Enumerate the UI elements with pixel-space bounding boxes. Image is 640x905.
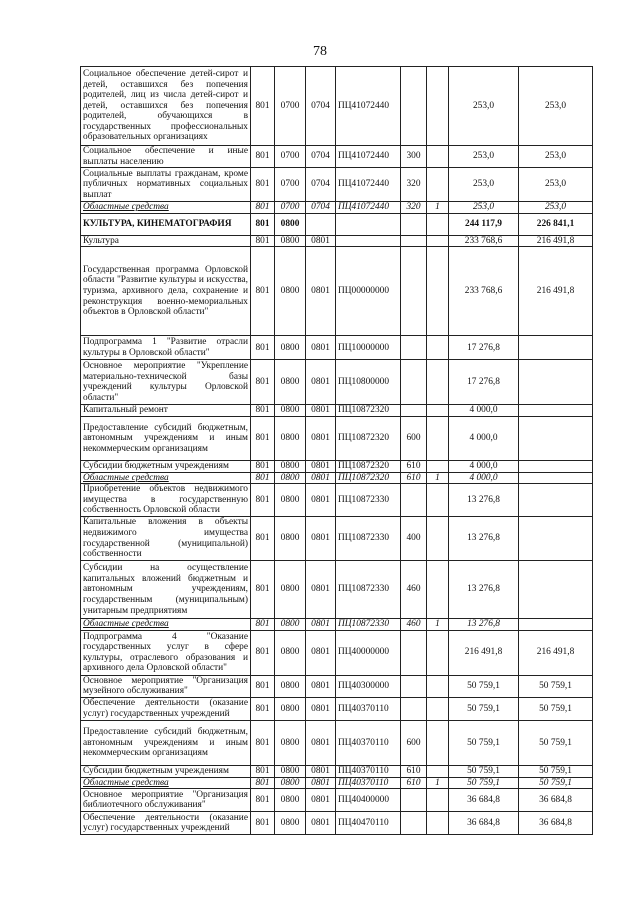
amount-year-2: 226 841,1 [519, 213, 593, 235]
expense-type-code: 600 [401, 416, 427, 460]
expense-type-code: 610 [401, 472, 427, 484]
subsection-code: 0704 [306, 146, 336, 168]
grbs-code: 801 [251, 213, 275, 235]
amount-year-2: 36 684,8 [519, 789, 593, 812]
expense-type-code: 300 [401, 146, 427, 168]
subsection-code: 0801 [306, 484, 336, 517]
item-name: Государственная программа Орловской области "Развитие культуры и искусства, туризма, архивного дела, сохранение и реконструкция военно-мемориальных объектов в Орловской области" [81, 247, 251, 336]
expense-type-code [401, 336, 427, 360]
amount-year-1: 253,0 [449, 202, 519, 214]
subsection-code: 0801 [306, 789, 336, 812]
amount-year-1: 244 117,9 [449, 213, 519, 235]
target-article-code: ПЦ40370110 [336, 765, 401, 777]
section-code: 0700 [275, 67, 306, 146]
amount-year-1: 4 000,0 [449, 405, 519, 417]
grbs-code: 801 [251, 777, 275, 789]
amount-year-2: 216 491,8 [519, 247, 593, 336]
section-code: 0700 [275, 202, 306, 214]
amount-year-2: 253,0 [519, 202, 593, 214]
table-row [81, 789, 593, 812]
table-row [81, 675, 593, 697]
target-article-code [336, 213, 401, 235]
target-article-code: ПЦ41072440 [336, 67, 401, 146]
table-row [81, 67, 593, 146]
section-code: 0800 [275, 416, 306, 460]
expense-type-code [401, 247, 427, 336]
subsection-code: 0801 [306, 336, 336, 360]
page-number: 78 [313, 44, 327, 59]
item-name: Областные средства [81, 777, 251, 789]
expense-type-code [401, 213, 427, 235]
item-name: Предоставление субсидий бюджетным, автономным учреждениям и иным некоммерческим организациям [81, 416, 251, 460]
subsection-code: 0801 [306, 697, 336, 720]
table-row [81, 360, 593, 405]
expense-type-code: 400 [401, 517, 427, 561]
table-row [81, 202, 593, 214]
target-article-code: ПЦ40370110 [336, 697, 401, 720]
item-name: Социальное обеспечение и иные выплаты населению [81, 146, 251, 168]
grbs-code: 801 [251, 561, 275, 619]
section-code: 0800 [275, 697, 306, 720]
amount-year-1: 233 768,6 [449, 235, 519, 247]
expense-type-code [401, 405, 427, 417]
grbs-code: 801 [251, 697, 275, 720]
section-code: 0800 [275, 405, 306, 417]
grbs-code: 801 [251, 360, 275, 405]
funding-source-code [427, 405, 449, 417]
amount-year-1: 50 759,1 [449, 675, 519, 697]
target-article-code: ПЦ00000000 [336, 247, 401, 336]
funding-source-code [427, 416, 449, 460]
target-article-code: ПЦ10872330 [336, 484, 401, 517]
amount-year-1: 36 684,8 [449, 789, 519, 812]
section-code: 0800 [275, 460, 306, 472]
target-article-code: ПЦ10872320 [336, 416, 401, 460]
expense-type-code: 610 [401, 765, 427, 777]
table-row [81, 146, 593, 168]
section-code: 0800 [275, 812, 306, 835]
item-name: Субсидии на осуществление капитальных вложений бюджетным и автономным учреждениям, государственным (муниципальным) унитарным предприятиям [81, 561, 251, 619]
grbs-code: 801 [251, 202, 275, 214]
subsection-code: 0801 [306, 460, 336, 472]
section-code: 0800 [275, 789, 306, 812]
subsection-code: 0801 [306, 235, 336, 247]
funding-source-code [427, 168, 449, 202]
subsection-code: 0801 [306, 812, 336, 835]
table-row [81, 720, 593, 765]
amount-year-1: 253,0 [449, 67, 519, 146]
item-name: Областные средства [81, 202, 251, 214]
expense-type-code [401, 630, 427, 675]
section-code: 0800 [275, 630, 306, 675]
amount-year-2 [519, 484, 593, 517]
subsection-code [306, 213, 336, 235]
grbs-code: 801 [251, 789, 275, 812]
subsection-code: 0801 [306, 675, 336, 697]
amount-year-2 [519, 619, 593, 631]
amount-year-2: 253,0 [519, 67, 593, 146]
table-row [81, 247, 593, 336]
amount-year-1: 216 491,8 [449, 630, 519, 675]
section-code: 0800 [275, 765, 306, 777]
amount-year-2 [519, 460, 593, 472]
item-name: Обеспечение деятельности (оказание услуг) государственных учреждений [81, 812, 251, 835]
item-name: Субсидии бюджетным учреждениям [81, 765, 251, 777]
section-code: 0800 [275, 675, 306, 697]
subsection-code: 0801 [306, 405, 336, 417]
funding-source-code [427, 697, 449, 720]
target-article-code: ПЦ40370110 [336, 777, 401, 789]
table-row [81, 213, 593, 235]
table-row [81, 235, 593, 247]
section-code: 0800 [275, 517, 306, 561]
amount-year-1: 17 276,8 [449, 360, 519, 405]
target-article-code: ПЦ40000000 [336, 630, 401, 675]
target-article-code: ПЦ41072440 [336, 146, 401, 168]
subsection-code: 0801 [306, 247, 336, 336]
amount-year-2: 50 759,1 [519, 697, 593, 720]
grbs-code: 801 [251, 405, 275, 417]
expense-type-code: 460 [401, 619, 427, 631]
funding-source-code [427, 484, 449, 517]
amount-year-2: 50 759,1 [519, 765, 593, 777]
target-article-code: ПЦ40300000 [336, 675, 401, 697]
subsection-code: 0801 [306, 720, 336, 765]
amount-year-1: 13 276,8 [449, 517, 519, 561]
grbs-code: 801 [251, 812, 275, 835]
expense-type-code: 460 [401, 561, 427, 619]
funding-source-code: 1 [427, 777, 449, 789]
funding-source-code: 1 [427, 202, 449, 214]
target-article-code: ПЦ10000000 [336, 336, 401, 360]
amount-year-1: 233 768,6 [449, 247, 519, 336]
amount-year-1: 36 684,8 [449, 812, 519, 835]
table-row [81, 460, 593, 472]
section-code: 0800 [275, 484, 306, 517]
amount-year-1: 50 759,1 [449, 720, 519, 765]
amount-year-2: 216 491,8 [519, 630, 593, 675]
target-article-code: ПЦ10872320 [336, 472, 401, 484]
target-article-code: ПЦ10872320 [336, 405, 401, 417]
subsection-code: 0801 [306, 765, 336, 777]
funding-source-code [427, 247, 449, 336]
funding-source-code [427, 67, 449, 146]
section-code: 0800 [275, 247, 306, 336]
table-row [81, 777, 593, 789]
funding-source-code [427, 235, 449, 247]
subsection-code: 0801 [306, 360, 336, 405]
table-row [81, 619, 593, 631]
amount-year-1: 253,0 [449, 168, 519, 202]
amount-year-1: 50 759,1 [449, 765, 519, 777]
item-name: Подпрограмма 4 "Оказание государственных услуг в сфере культуры, отраслевого образования и архивного дела Орловской области" [81, 630, 251, 675]
grbs-code: 801 [251, 675, 275, 697]
amount-year-2 [519, 561, 593, 619]
amount-year-2: 50 759,1 [519, 777, 593, 789]
subsection-code: 0801 [306, 619, 336, 631]
funding-source-code [427, 789, 449, 812]
amount-year-2: 253,0 [519, 146, 593, 168]
grbs-code: 801 [251, 720, 275, 765]
item-name: Обеспечение деятельности (оказание услуг) государственных учреждений [81, 697, 251, 720]
subsection-code: 0801 [306, 517, 336, 561]
table-row [81, 168, 593, 202]
amount-year-2: 36 684,8 [519, 812, 593, 835]
funding-source-code: 1 [427, 619, 449, 631]
amount-year-1: 50 759,1 [449, 777, 519, 789]
target-article-code: ПЦ10872330 [336, 561, 401, 619]
amount-year-1: 13 276,8 [449, 619, 519, 631]
funding-source-code [427, 360, 449, 405]
section-code: 0800 [275, 720, 306, 765]
target-article-code: ПЦ41072440 [336, 202, 401, 214]
section-code: 0800 [275, 777, 306, 789]
subsection-code: 0801 [306, 777, 336, 789]
funding-source-code [427, 517, 449, 561]
item-name: Социальные выплаты гражданам, кроме публичных нормативных социальных выплат [81, 168, 251, 202]
expense-type-code [401, 67, 427, 146]
grbs-code: 801 [251, 765, 275, 777]
funding-source-code [427, 561, 449, 619]
expense-type-code [401, 484, 427, 517]
target-article-code: ПЦ40370110 [336, 720, 401, 765]
grbs-code: 801 [251, 517, 275, 561]
item-name: Основное мероприятие "Организация библиотечного обслуживания" [81, 789, 251, 812]
section-code: 0800 [275, 619, 306, 631]
expense-type-code: 320 [401, 202, 427, 214]
amount-year-2 [519, 472, 593, 484]
section-code: 0700 [275, 146, 306, 168]
item-name: Основное мероприятие "Укрепление материально-технической базы учреждений культуры Орловской области" [81, 360, 251, 405]
expense-type-code: 610 [401, 777, 427, 789]
item-name: Капитальный ремонт [81, 405, 251, 417]
table-row [81, 416, 593, 460]
item-name: Социальное обеспечение детей-сирот и детей, оставшихся без попечения родителей, лиц из числа детей-сирот и детей, оставшихся без попечения родителей, обучающихся в государственных профессиональных образовательных организациях [81, 67, 251, 146]
section-code: 0800 [275, 213, 306, 235]
table-row [81, 517, 593, 561]
item-name: КУЛЬТУРА, КИНЕМАТОГРАФИЯ [81, 213, 251, 235]
amount-year-2: 50 759,1 [519, 675, 593, 697]
table-row [81, 697, 593, 720]
amount-year-2 [519, 336, 593, 360]
amount-year-1: 17 276,8 [449, 336, 519, 360]
grbs-code: 801 [251, 235, 275, 247]
grbs-code: 801 [251, 67, 275, 146]
amount-year-1: 4 000,0 [449, 416, 519, 460]
grbs-code: 801 [251, 472, 275, 484]
target-article-code: ПЦ41072440 [336, 168, 401, 202]
table-row [81, 472, 593, 484]
item-name: Приобретение объектов недвижимого имущества в государственную собственность Орловской области [81, 484, 251, 517]
funding-source-code [427, 336, 449, 360]
target-article-code [336, 235, 401, 247]
funding-source-code [427, 213, 449, 235]
amount-year-2 [519, 360, 593, 405]
amount-year-1: 13 276,8 [449, 561, 519, 619]
item-name: Областные средства [81, 619, 251, 631]
expense-type-code [401, 360, 427, 405]
section-code: 0800 [275, 336, 306, 360]
grbs-code: 801 [251, 460, 275, 472]
amount-year-2 [519, 517, 593, 561]
subsection-code: 0801 [306, 416, 336, 460]
target-article-code: ПЦ10800000 [336, 360, 401, 405]
grbs-code: 801 [251, 247, 275, 336]
section-code: 0800 [275, 472, 306, 484]
subsection-code: 0801 [306, 630, 336, 675]
funding-source-code [427, 720, 449, 765]
expense-type-code [401, 812, 427, 835]
grbs-code: 801 [251, 416, 275, 460]
grbs-code: 801 [251, 168, 275, 202]
table-row [81, 336, 593, 360]
grbs-code: 801 [251, 146, 275, 168]
grbs-code: 801 [251, 619, 275, 631]
funding-source-code [427, 146, 449, 168]
amount-year-1: 4 000,0 [449, 460, 519, 472]
amount-year-2 [519, 416, 593, 460]
expense-type-code [401, 789, 427, 812]
subsection-code: 0801 [306, 561, 336, 619]
expense-type-code [401, 675, 427, 697]
grbs-code: 801 [251, 336, 275, 360]
subsection-code: 0704 [306, 202, 336, 214]
funding-source-code [427, 765, 449, 777]
expense-type-code: 320 [401, 168, 427, 202]
target-article-code: ПЦ40400000 [336, 789, 401, 812]
expense-type-code [401, 697, 427, 720]
amount-year-1: 4 000,0 [449, 472, 519, 484]
item-name: Капитальные вложения в объекты недвижимого имущества государственной (муниципальной) собственности [81, 517, 251, 561]
section-code: 0800 [275, 561, 306, 619]
expense-type-code [401, 235, 427, 247]
table-row [81, 812, 593, 835]
funding-source-code [427, 812, 449, 835]
expense-type-code: 600 [401, 720, 427, 765]
budget-table [80, 66, 593, 835]
target-article-code: ПЦ10872330 [336, 619, 401, 631]
funding-source-code [427, 460, 449, 472]
section-code: 0700 [275, 168, 306, 202]
target-article-code: ПЦ40470110 [336, 812, 401, 835]
table-row [81, 561, 593, 619]
funding-source-code: 1 [427, 472, 449, 484]
amount-year-1: 50 759,1 [449, 697, 519, 720]
subsection-code: 0704 [306, 67, 336, 146]
table-row [81, 765, 593, 777]
target-article-code: ПЦ10872330 [336, 517, 401, 561]
budget-table-body [81, 67, 593, 835]
subsection-code: 0704 [306, 168, 336, 202]
amount-year-2: 216 491,8 [519, 235, 593, 247]
amount-year-1: 13 276,8 [449, 484, 519, 517]
funding-source-code [427, 630, 449, 675]
item-name: Основное мероприятие "Организация музейного обслуживания" [81, 675, 251, 697]
table-row [81, 484, 593, 517]
item-name: Областные средства [81, 472, 251, 484]
table-row [81, 405, 593, 417]
section-code: 0800 [275, 360, 306, 405]
table-row [81, 630, 593, 675]
amount-year-2: 253,0 [519, 168, 593, 202]
funding-source-code [427, 675, 449, 697]
item-name: Субсидии бюджетным учреждениям [81, 460, 251, 472]
item-name: Подпрограмма 1 "Развитие отрасли культуры в Орловской области" [81, 336, 251, 360]
amount-year-1: 253,0 [449, 146, 519, 168]
section-code: 0800 [275, 235, 306, 247]
grbs-code: 801 [251, 484, 275, 517]
expense-type-code: 610 [401, 460, 427, 472]
target-article-code: ПЦ10872320 [336, 460, 401, 472]
subsection-code: 0801 [306, 472, 336, 484]
grbs-code: 801 [251, 630, 275, 675]
amount-year-2 [519, 405, 593, 417]
item-name: Культура [81, 235, 251, 247]
amount-year-2: 50 759,1 [519, 720, 593, 765]
item-name: Предоставление субсидий бюджетным, автономным учреждениям и иным некоммерческим организациям [81, 720, 251, 765]
